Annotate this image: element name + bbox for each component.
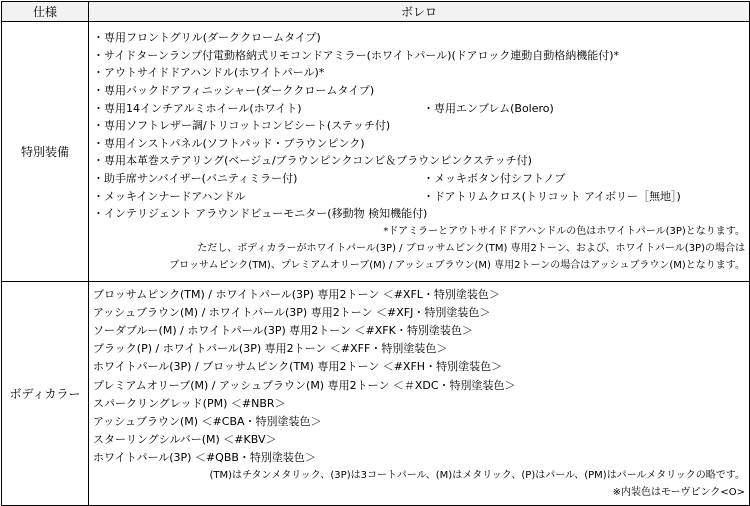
body-color-label: ボディカラー bbox=[2, 282, 89, 506]
equipment-pair bbox=[93, 117, 745, 135]
equipment-item: ・サイドターンランプ付電動格納式リモコンドアミラー(ホワイトパール)(ドアロック連動自動格納機能付)* bbox=[93, 48, 620, 62]
equipment-item: ・助手席サンバイザー(バニティミラー付) bbox=[93, 171, 298, 185]
equipment-item: ・インテリジェント アラウンドビューモニター(移動物 検知機能付) bbox=[93, 207, 428, 221]
color-item: スターリングシルバー(M) ＜#KBV＞ bbox=[93, 432, 277, 446]
equipment-item: ・専用インストパネル(ソフトパッド・ブラウンピンク) bbox=[93, 136, 365, 150]
color-note: (TM)はチタンメタリック、(3P)は3コートパール、(M)はメタリック、(P)はパール、(PM)はパールメタリックの略です。 bbox=[209, 469, 745, 481]
special-equipment-label: 特別装備 bbox=[2, 22, 89, 282]
equipment-note: ブロッサムピンク(TM)、プレミアムオリーブ(M) / アッシュブラウン(M) 専用2トーンの場合はアッシュブラウン(M)となります。 bbox=[169, 259, 745, 271]
equipment-item: ・専用エンブレム(Bolero) bbox=[423, 101, 554, 115]
header-row bbox=[2, 2, 750, 22]
equipment-item: ・専用バックドアフィニッシャー(ダーククロームタイプ) bbox=[93, 84, 375, 98]
equipment-item: ・専用ソフトレザー調/トリコットコンビシート(ステッチ付) bbox=[93, 119, 391, 133]
equipment-item: ・アウトサイドドアハンドル(ホワイトパール)* bbox=[93, 66, 325, 80]
color-item: ブラック(P) / ホワイトパール(3P) 専用2トーン ＜#XFF・特別塗装色＞ bbox=[93, 342, 448, 356]
equipment-item: ・メッキインナードアハンドル bbox=[93, 189, 246, 203]
body-color-row bbox=[2, 282, 750, 506]
equipment-item: ・専用フロントグリル(ダーククロームタイプ) bbox=[93, 31, 321, 45]
color-item: ホワイトパール(3P) / ブロッサムピンク(TM) 専用2トーン ＜#XFH・特別塗装色＞ bbox=[93, 360, 503, 374]
special-equipment-list bbox=[89, 22, 750, 282]
equipment-pair bbox=[93, 188, 745, 206]
body-color-list bbox=[89, 282, 750, 506]
equipment-item: ・専用本革巻ステアリング(ベージュ/ブラウンピンクコンビ＆ブラウンピンクステッチ付) bbox=[93, 154, 532, 168]
equipment-note: *ドアミラーとアウトサイドドアハンドルの色はホワイトパール(3P)となります。 bbox=[383, 225, 745, 237]
interior-color-note: ※内装色はモーヴピンク<O> bbox=[612, 486, 745, 498]
equipment-item: ・専用14インチアルミホイール(ホワイト) bbox=[93, 101, 302, 115]
spec-table bbox=[1, 1, 750, 506]
color-item: ソーダブルー(M) / ホワイトパール(3P) 専用2トーン ＜#XFK・特別塗装色＞ bbox=[93, 324, 473, 338]
color-item: ブロッサムピンク(TM) / ホワイトパール(3P) 専用2トーン ＜#XFL・特別塗装色＞ bbox=[93, 288, 500, 302]
color-item: ホワイトパール(3P) ＜#QBB・特別塗装色＞ bbox=[93, 450, 316, 464]
equipment-pair bbox=[93, 135, 745, 153]
equipment-item: ・メッキボタン付シフトノブ bbox=[423, 171, 566, 185]
header-spec: 仕様 bbox=[2, 2, 89, 22]
color-item: アッシュブラウン(M) / ホワイトパール(3P) 専用2トーン ＜#XFJ・特別塗装色＞ bbox=[93, 306, 491, 320]
color-item: アッシュブラウン(M) ＜#CBA・特別塗装色＞ bbox=[93, 414, 322, 428]
equipment-pair bbox=[93, 100, 745, 118]
color-item: スパークリングレッド(PM) ＜#NBR＞ bbox=[93, 396, 286, 410]
header-model: ボレロ bbox=[89, 2, 750, 22]
equipment-item: ・ドアトリムクロス(トリコット アイボリー［無地］) bbox=[423, 189, 681, 203]
equipment-pair bbox=[93, 170, 745, 188]
color-item: プレミアムオリーブ(M) / アッシュブラウン(M) 専用2トーン ＜＃XDC・特別塗装色＞ bbox=[93, 378, 516, 392]
equipment-note: ただし、ボディカラーがホワイトパール(3P) / ブロッサムピンク(TM) 専用2トーン、および、ホワイトパール(3P)の場合は bbox=[197, 242, 745, 254]
special-equipment-row bbox=[2, 22, 750, 282]
